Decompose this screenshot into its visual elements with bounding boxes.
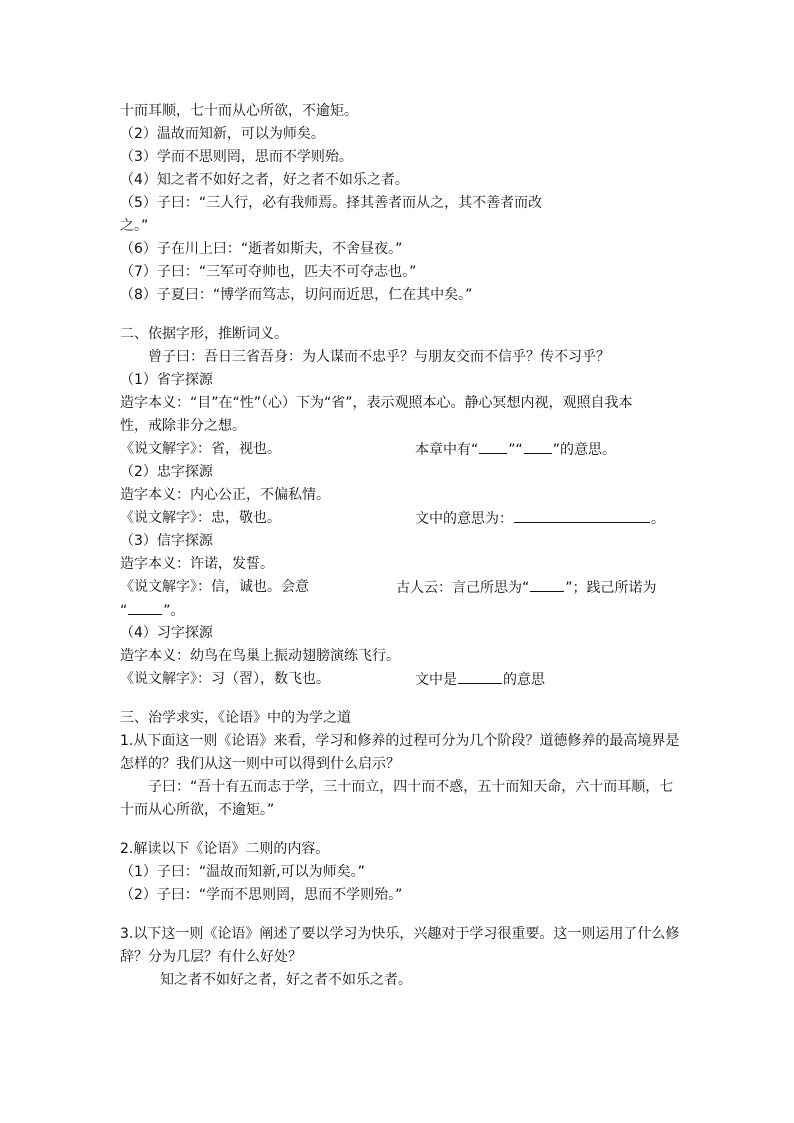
text-line: 性，戒除非分之想。 (120, 418, 246, 434)
text-line: 造字本义：许诺，发誓。 (120, 556, 274, 572)
fill-question: 文中是 的意思 (415, 669, 545, 690)
answer-blank[interactable] (514, 508, 650, 523)
shuowen-line: 《说文解字》：省，视也。 (120, 441, 281, 457)
fill-question: 本章中有“ ”“ ”的意思。 (415, 439, 616, 460)
answer-blank[interactable] (128, 600, 162, 615)
quote-line: 知之者不如好之者，好之者不如乐之者。 (160, 972, 412, 988)
text-line: （6）子在川上曰：“逝者如斯夫，不舍昼夜。” (120, 241, 403, 257)
quote-line: 十而从心所欲，不逾矩。” (120, 802, 275, 818)
subsection-title: （4）习字探源 (120, 625, 213, 641)
text-line: （2）温故而知新，可以为师矣。 (120, 126, 325, 142)
text-line: 造字本义：内心公正，不偏私情。 (120, 487, 330, 503)
question-line: 3.以下这一则《论语》阐述了要以学习为快乐，兴趣对于学习很重要。这一则运用了什么修 (120, 926, 680, 942)
text-line: 造字本义：“目”在“性”（心）下为“省”，表示观照本心。静心冥想内视，观照自我本 (120, 395, 633, 411)
fill-question: 古人云：言己所思为“ ”；践己所诺为 (396, 577, 657, 598)
text-line: （1）子曰：“温故而知新,可以为师矣。” (120, 864, 365, 880)
subsection-title: （1）省字探源 (120, 372, 213, 388)
fill-question-cont: “ ”。 (120, 600, 185, 620)
text-line: 造字本义：幼鸟在鸟巢上振动翅膀演练飞行。 (120, 648, 400, 664)
text-line: （7）子曰：“三军可夺帅也，匹夫不可夺志也。” (120, 264, 417, 280)
text-line: （4）知之者不如好之者，好之者不如乐之者。 (120, 172, 409, 188)
text-line: 之。” (120, 218, 149, 234)
answer-blank[interactable] (524, 439, 552, 454)
question-line: 怎样的？我们从这一则中可以得到什么启示？ (120, 756, 400, 772)
text-line: （3）学而不思则罔，思而不学则殆。 (120, 149, 353, 165)
question-line: 1.从下面这一则《论语》来看，学习和修养的过程可分为几个阶段？道德修养的最高境界是 (120, 733, 680, 749)
shuowen-line: 《说文解字》：忠，敬也。 (120, 510, 281, 526)
fill-question: 文中的意思为： 。 (415, 508, 665, 529)
answer-blank[interactable] (530, 577, 564, 592)
text-line: 十而耳顺，七十而从心所欲，不逾矩。 (120, 103, 358, 119)
shuowen-line: 《说文解字》：习（習），数飞也。 (120, 671, 330, 687)
answer-blank[interactable] (479, 439, 507, 454)
shuowen-line: 《说文解字》：信，诚也。会意 (120, 579, 309, 595)
text-line: （8）子夏曰：“博学而笃志，切问而近思，仁在其中矣。” (120, 287, 473, 303)
subsection-title: （2）忠字探源 (120, 464, 213, 480)
question-line: 2.解读以下《论语》二则的内容。 (120, 841, 330, 857)
answer-blank[interactable] (458, 669, 502, 684)
quote-line: 子曰：“吾十有五而志于学，三十而立，四十而不惑，五十而知天命，六十而耳顺，七 (148, 779, 674, 795)
text-line: （5）子曰：“三人行，必有我师焉。择其善者而从之，其不善者而改 (120, 195, 543, 211)
section-heading: 二、依据字形，推断词义。 (120, 326, 288, 342)
section-heading: 三、治学求实，《论语》中的为学之道 (120, 710, 351, 726)
question-line: 辞？分为几层？有什么好处？ (120, 949, 302, 965)
text-line: （2）子曰：“学而不思则罔，思而不学则殆。” (120, 887, 403, 903)
quote-line: 曾子曰：吾日三省吾身：为人谋而不忠乎？与朋友交而不信乎？传不习乎？ (148, 349, 610, 365)
subsection-title: （3）信字探源 (120, 533, 213, 549)
